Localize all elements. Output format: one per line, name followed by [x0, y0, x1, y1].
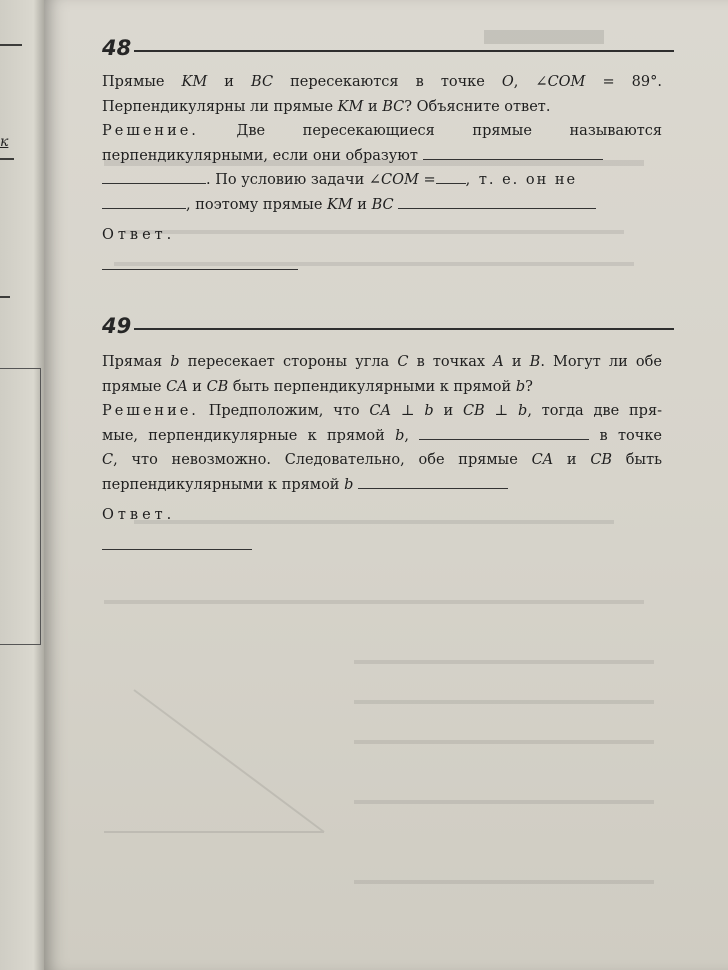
- question-line: Перпендикулярны ли прямые KM и BC? Объясните ответ.: [102, 98, 551, 115]
- margin-box: [0, 368, 41, 645]
- answer-blank[interactable]: [398, 194, 596, 209]
- answer-blank[interactable]: [102, 194, 186, 209]
- solution-line: C, что невозможно. Следовательно, обе прямые CA и CB быть: [102, 452, 662, 468]
- answer-line[interactable]: [102, 269, 298, 270]
- header-rule: [134, 50, 674, 52]
- solution-line: , поэтому прямые KM и BC: [102, 193, 662, 218]
- solution-line: мые, перпендикулярные к прямой b, в точке: [102, 424, 662, 449]
- task-number: 49: [102, 314, 132, 338]
- task-number: 48: [102, 36, 132, 60]
- margin-letter: к: [0, 134, 9, 150]
- task-header: [102, 314, 662, 344]
- answer-blank[interactable]: [358, 474, 508, 489]
- header-rule: [134, 328, 674, 330]
- answer-blank[interactable]: [419, 425, 589, 440]
- task-48: [102, 36, 662, 270]
- workbook-page: [44, 0, 728, 970]
- task-header: [102, 36, 662, 66]
- task-49: [102, 314, 662, 550]
- solution-line: Решение. Предположим, что CA ⊥ b и CB ⊥ b, тогда две пря-: [102, 403, 663, 419]
- answer-blank[interactable]: [423, 145, 603, 160]
- answer-line[interactable]: [102, 549, 252, 550]
- question-line: прямые CA и CB быть перпендикулярными к прямой b?: [102, 378, 533, 395]
- solution-line: Решение. Две пересекающиеся прямые называются: [102, 123, 662, 139]
- page-rule: [0, 158, 14, 160]
- previous-page-edge: [0, 0, 48, 970]
- solution-label: Решение.: [102, 123, 199, 139]
- question-line: Прямые KM и BC пересекаются в точке O, ∠COM = 89°.: [102, 74, 662, 90]
- page-number-shadow: [670, 922, 710, 952]
- solution-line: перпендикулярными к прямой b: [102, 473, 662, 498]
- answer-blank[interactable]: [102, 169, 206, 184]
- page-rule: [0, 296, 10, 298]
- solution-label: Решение.: [102, 403, 199, 419]
- question-line: Прямая b пересекает стороны угла C в точках A и B. Могут ли обе: [102, 354, 662, 370]
- answer-label: Ответ.: [102, 507, 176, 523]
- page-rule: [0, 44, 22, 46]
- solution-line: . По условию задачи ∠COM = , т. е. он не: [102, 168, 662, 193]
- solution-line: перпендикулярными, если они образуют: [102, 144, 662, 169]
- answer-label: Ответ.: [102, 227, 176, 243]
- answer-blank[interactable]: [436, 169, 466, 184]
